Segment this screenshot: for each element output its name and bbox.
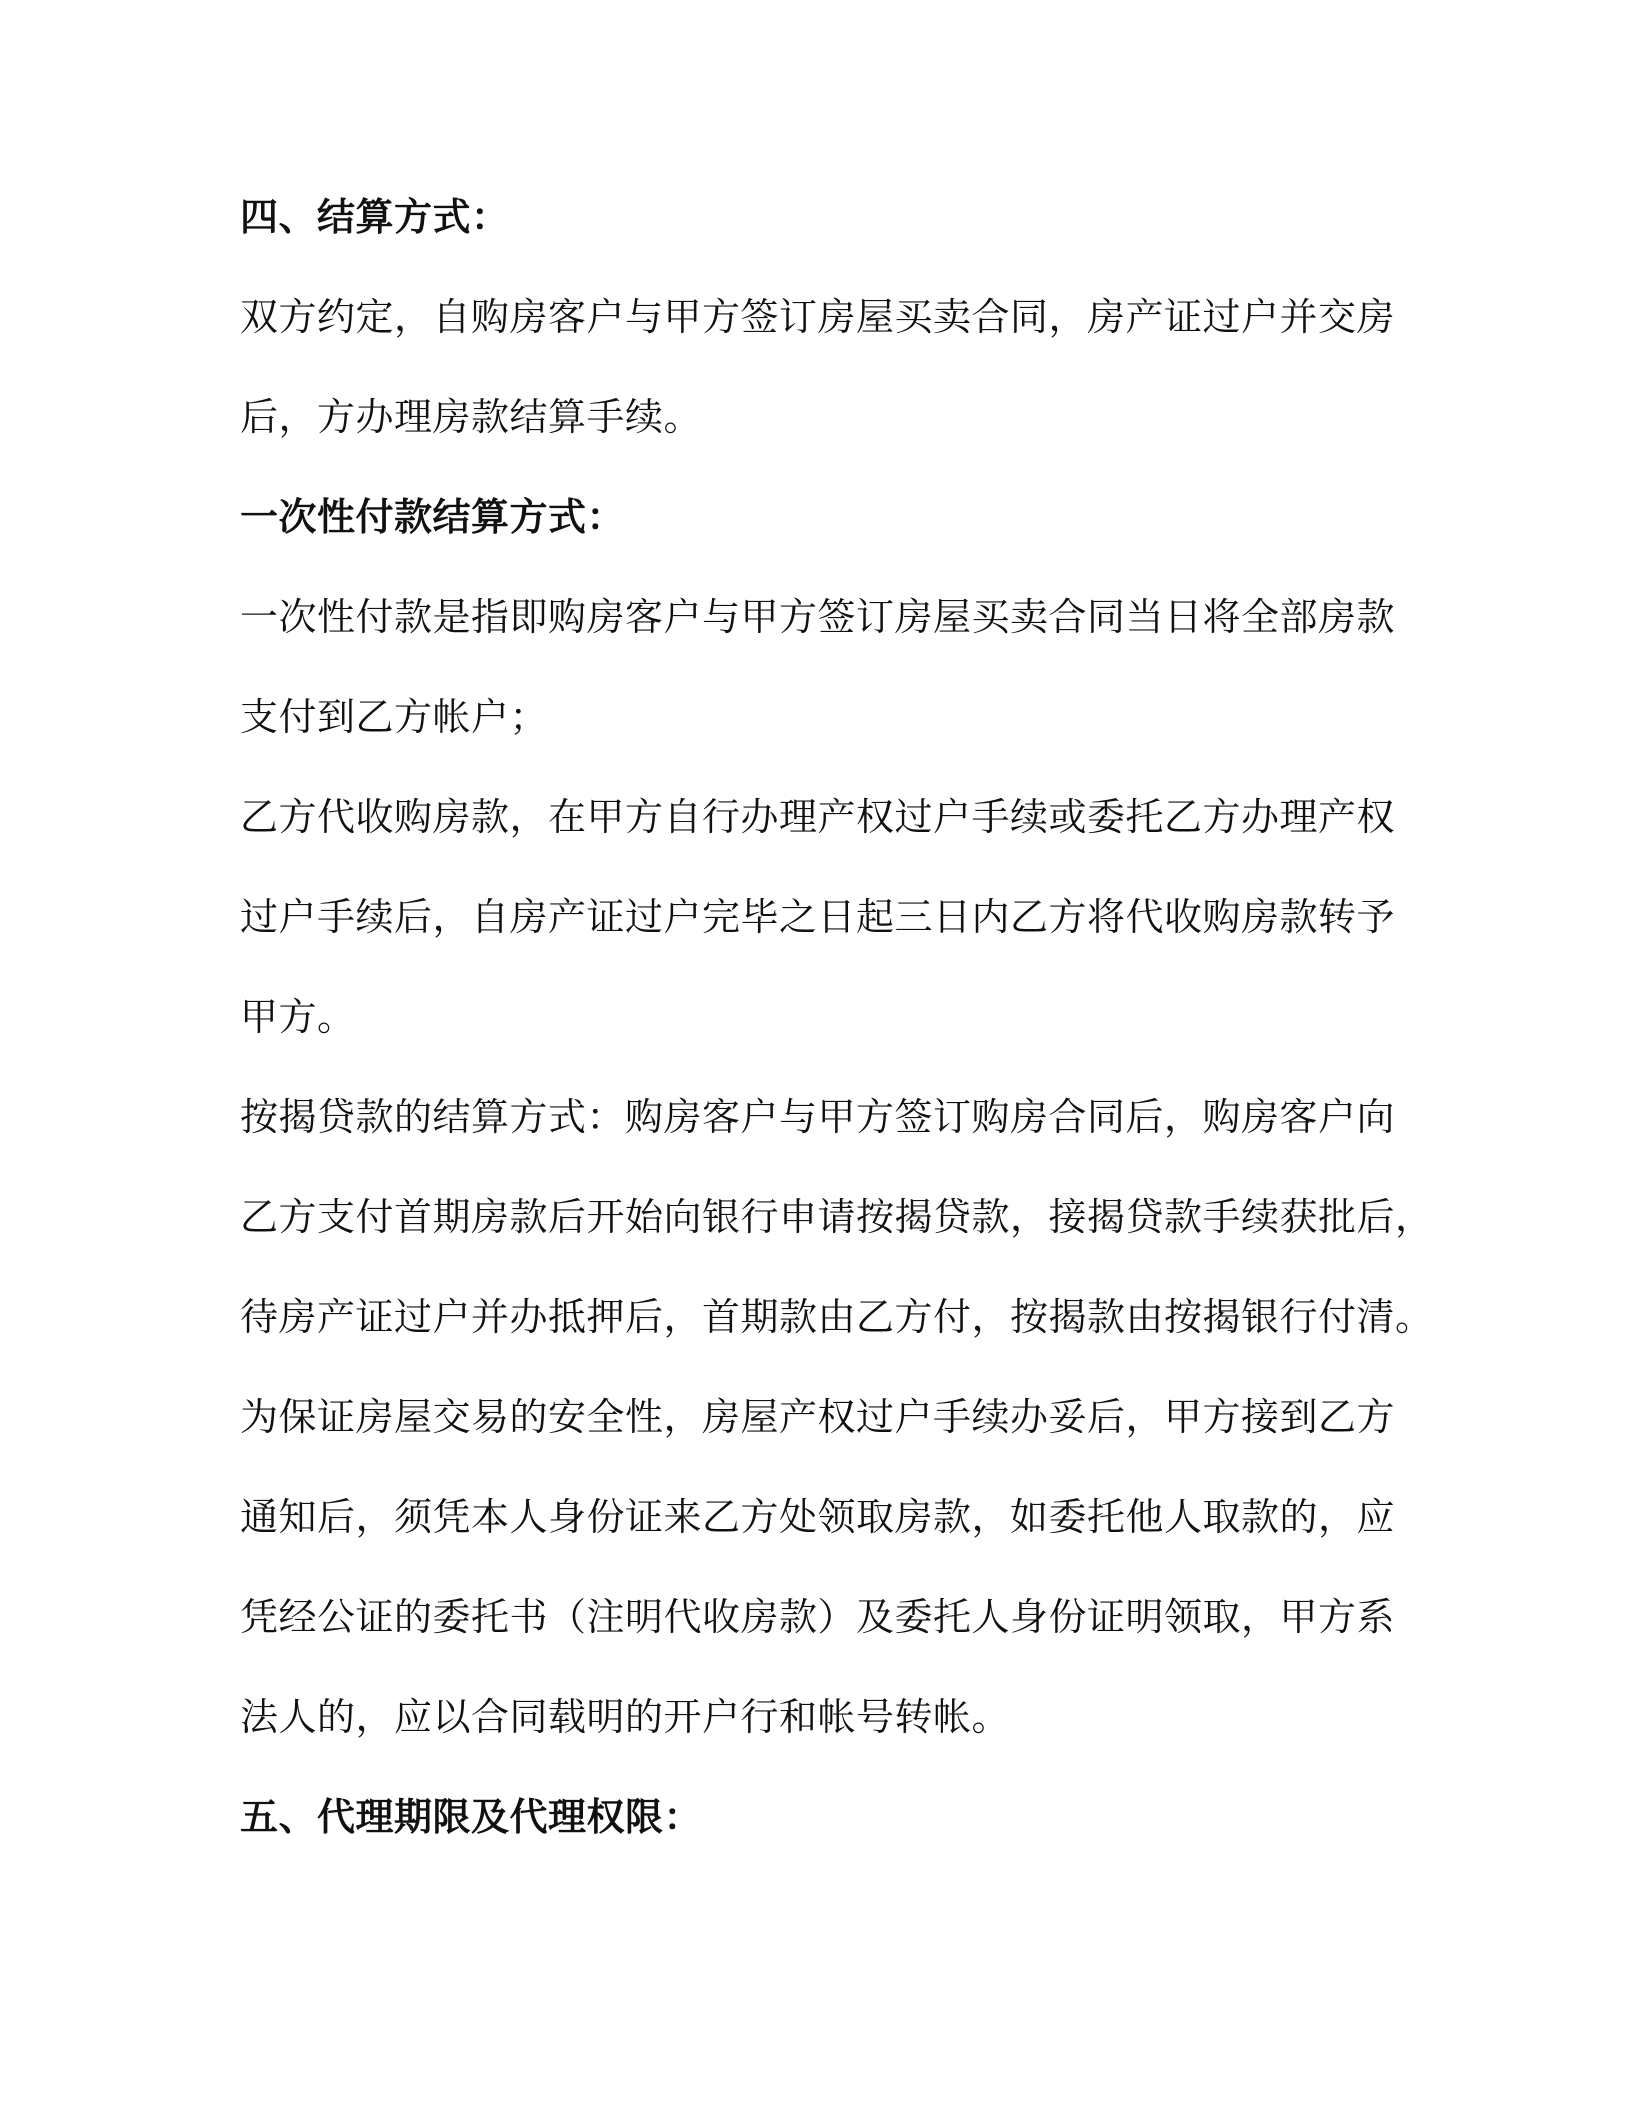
paragraph-line: 一次性付款是指即购房客户与甲方签订房屋买卖合同当日将全部房款 — [240, 595, 1396, 639]
paragraph-line: 凭经公证的委托书（注明代收房款）及委托人身份证明领取，甲方系 — [240, 1595, 1396, 1639]
paragraph-line: 乙方支付首期房款后开始向银行申请按揭贷款，接揭贷款手续获批后， — [240, 1195, 1434, 1239]
paragraph-line: 法人的，应以合同载明的开户行和帐号转帐。 — [240, 1695, 1011, 1739]
paragraph-line: 过户手续后，自房产证过户完毕之日起三日内乙方将代收购房款转予 — [240, 895, 1396, 939]
paragraph-line: 后，方办理房款结算手续。 — [240, 395, 703, 439]
paragraph-line: 支付到乙方帐户； — [240, 695, 549, 739]
subheading-lump-sum: 一次性付款结算方式： — [240, 495, 626, 539]
paragraph-line: 乙方代收购房款，在甲方自行办理产权过户手续或委托乙方办理产权 — [240, 795, 1396, 839]
paragraph-line: 通知后，须凭本人身份证来乙方处领取房款，如委托他人取款的，应 — [240, 1495, 1396, 1539]
section-heading-settlement: 四、结算方式： — [240, 195, 510, 239]
paragraph-line: 按揭贷款的结算方式：购房客户与甲方签订购房合同后，购房客户向 — [240, 1095, 1396, 1139]
paragraph-line: 甲方。 — [240, 995, 356, 1039]
paragraph-line: 为保证房屋交易的安全性，房屋产权过户手续办妥后，甲方接到乙方 — [240, 1395, 1396, 1439]
section-heading-agency-term: 五、代理期限及代理权限： — [240, 1795, 703, 1839]
paragraph-line: 待房产证过户并办抵押后，首期款由乙方付，按揭款由按揭银行付清。 — [240, 1295, 1434, 1339]
paragraph-line: 双方约定，自购房客户与甲方签订房屋买卖合同，房产证过户并交房 — [240, 295, 1396, 339]
